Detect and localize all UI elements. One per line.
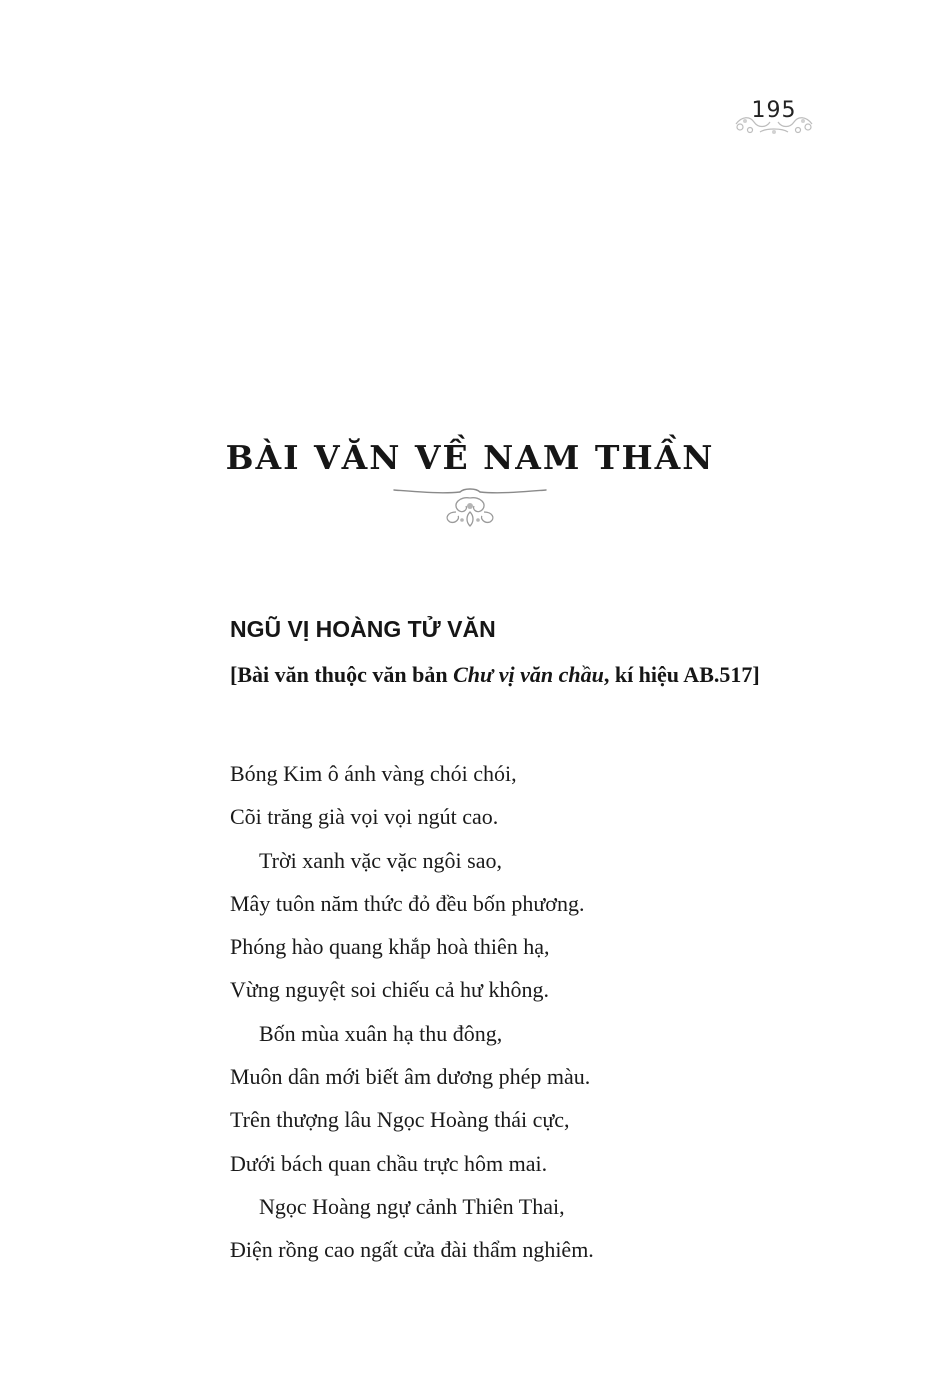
verse-line: Bốn mùa xuân hạ thu đông,	[259, 1020, 503, 1046]
source-note	[230, 662, 760, 688]
verse	[230, 756, 594, 1276]
page-number-block	[732, 96, 816, 140]
verse-line: Cõi trăng già vọi vọi ngút cao.	[230, 804, 499, 830]
verse-line: Điện rồng cao ngất cửa đài thẩm nghiêm.	[230, 1237, 594, 1263]
title-flourish-icon	[390, 478, 550, 530]
verse-line: Vừng nguyệt soi chiếu cả hư không.	[230, 977, 549, 1003]
verse-line: Trời xanh vặc vặc ngôi sao,	[259, 847, 502, 873]
chapter-title: BÀI VĂN VỀ NAM THẦN	[225, 438, 715, 477]
verse-line: Dưới bách quan chầu trực hôm mai.	[230, 1150, 548, 1176]
source-note-work-title: Chư vị văn chầu	[453, 662, 604, 687]
verse-line: Trên thượng lâu Ngọc Hoàng thái cực,	[230, 1107, 570, 1133]
section-heading: NGŨ VỊ HOÀNG TỬ VĂN	[230, 616, 496, 642]
source-note-prefix: [Bài văn thuộc văn bản	[230, 662, 454, 687]
verse-line: Mây tuôn năm thức đỏ đều bốn phương.	[230, 890, 585, 916]
source-note-suffix: , kí hiệu AB.517]	[603, 662, 760, 687]
verse-line: Bóng Kim ô ánh vàng chói chói,	[230, 761, 517, 786]
verse-line: Ngọc Hoàng ngự cảnh Thiên Thai,	[259, 1193, 565, 1219]
verse-line: Phóng hào quang khắp hoà thiên hạ,	[230, 934, 550, 960]
page-number: 195	[751, 98, 797, 123]
verse-line: Muôn dân mới biết âm dương phép màu.	[230, 1064, 591, 1090]
